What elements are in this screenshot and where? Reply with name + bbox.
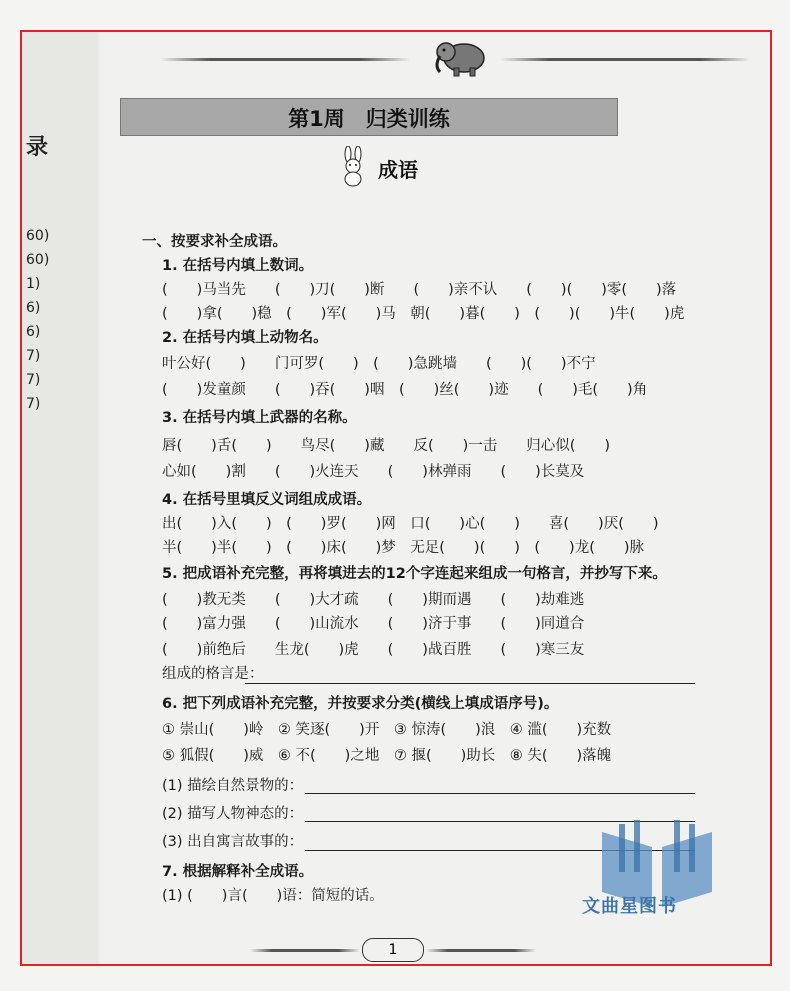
footer-divider-right xyxy=(426,949,536,952)
answer-line-motto xyxy=(245,683,695,684)
question-prompt: 3. 在括号内填上武器的名称。 xyxy=(162,410,357,426)
question-line: ① 崇山( )岭 ② 笑逐( )开 ③ 惊涛( )浪 ④ 滥( )充数 xyxy=(162,722,612,738)
answer-line-scenery xyxy=(305,793,695,794)
elephant-icon xyxy=(430,34,492,78)
question-line: ( )富力强 ( )山流水 ( )济于事 ( )同道合 xyxy=(162,616,585,632)
margin-mark: 7) xyxy=(26,396,41,412)
question-line: 组成的格言是： xyxy=(162,666,264,682)
footer-divider-left xyxy=(250,949,360,952)
margin-mark: 1) xyxy=(26,276,41,292)
header-divider-left xyxy=(160,58,410,61)
photo-frame xyxy=(20,30,772,966)
question-prompt: 7. 根据解释补全成语。 xyxy=(162,864,314,880)
margin-mark: 录 xyxy=(26,135,49,160)
exercise-heading: 一、按要求补全成语。 xyxy=(142,234,287,250)
title-banner xyxy=(120,98,618,136)
question-prompt: 5. 把成语补充完整，再将填进去的12个字连起来组成一句格言，并抄写下来。 xyxy=(162,566,667,582)
watermark-text: 文曲星图书 xyxy=(582,896,677,917)
margin-mark: 60) xyxy=(26,252,50,268)
page-title: 第1周 归类训练 xyxy=(288,107,450,131)
question-line: (2) 描写人物神态的： xyxy=(162,806,304,822)
question-line: ( )发童颜 ( )吞( )咽 ( )丝( )迹 ( )毛( )角 xyxy=(162,382,648,398)
margin-mark: 60) xyxy=(26,228,50,244)
previous-page-strip xyxy=(22,32,98,964)
margin-mark: 7) xyxy=(26,372,41,388)
page-number: 1 xyxy=(362,938,424,962)
question-line: 叶公好( ) 门可罗( ) ( )急跳墙 ( )( )不宁 xyxy=(162,356,596,372)
question-line: ( )马当先 ( )刀( )断 ( )亲不认 ( )( )零( )落 xyxy=(162,282,677,298)
question-line: 唇( )舌( ) 鸟尽( )藏 反( )一击 归心似( ) xyxy=(162,438,611,454)
margin-mark: 6) xyxy=(26,300,41,316)
section-title: 成语 xyxy=(378,158,418,182)
question-line: ( )前绝后 生龙( )虎 ( )战百胜 ( )寒三友 xyxy=(162,642,585,658)
rabbit-icon xyxy=(338,146,368,188)
question-line: ( )拿( )稳 ( )军( )马 朝( )暮( ) ( )( )牛( )虎 xyxy=(162,306,685,322)
header-divider-right xyxy=(500,58,750,61)
question-line: 心如( )割 ( )火连天 ( )林弹雨 ( )长莫及 xyxy=(162,464,585,480)
question-line: (1) ( )言( )语：简短的话。 xyxy=(162,888,384,904)
question-prompt: 6. 把下列成语补充完整，并按要求分类(横线上填成语序号)。 xyxy=(162,696,559,712)
margin-mark: 7) xyxy=(26,348,41,364)
question-line: 出( )入( ) ( )罗( )网 口( )心( ) 喜( )厌( ) xyxy=(162,516,659,532)
question-line: ⑤ 狐假( )威 ⑥ 不( )之地 ⑦ 揠( )助长 ⑧ 失( )落魄 xyxy=(162,748,612,764)
question-prompt: 4. 在括号里填反义词组成成语。 xyxy=(162,492,372,508)
question-line: 半( )半( ) ( )床( )梦 无足( )( ) ( )龙( )脉 xyxy=(162,540,645,556)
margin-mark: 6) xyxy=(26,324,41,340)
question-prompt: 1. 在括号内填上数词。 xyxy=(162,258,314,274)
question-line: (1) 描绘自然景物的： xyxy=(162,778,304,794)
question-prompt: 2. 在括号内填上动物名。 xyxy=(162,330,328,346)
question-line: (3) 出自寓言故事的： xyxy=(162,834,304,850)
question-line: ( )教无类 ( )大才疏 ( )期而遇 ( )劫难逃 xyxy=(162,592,585,608)
